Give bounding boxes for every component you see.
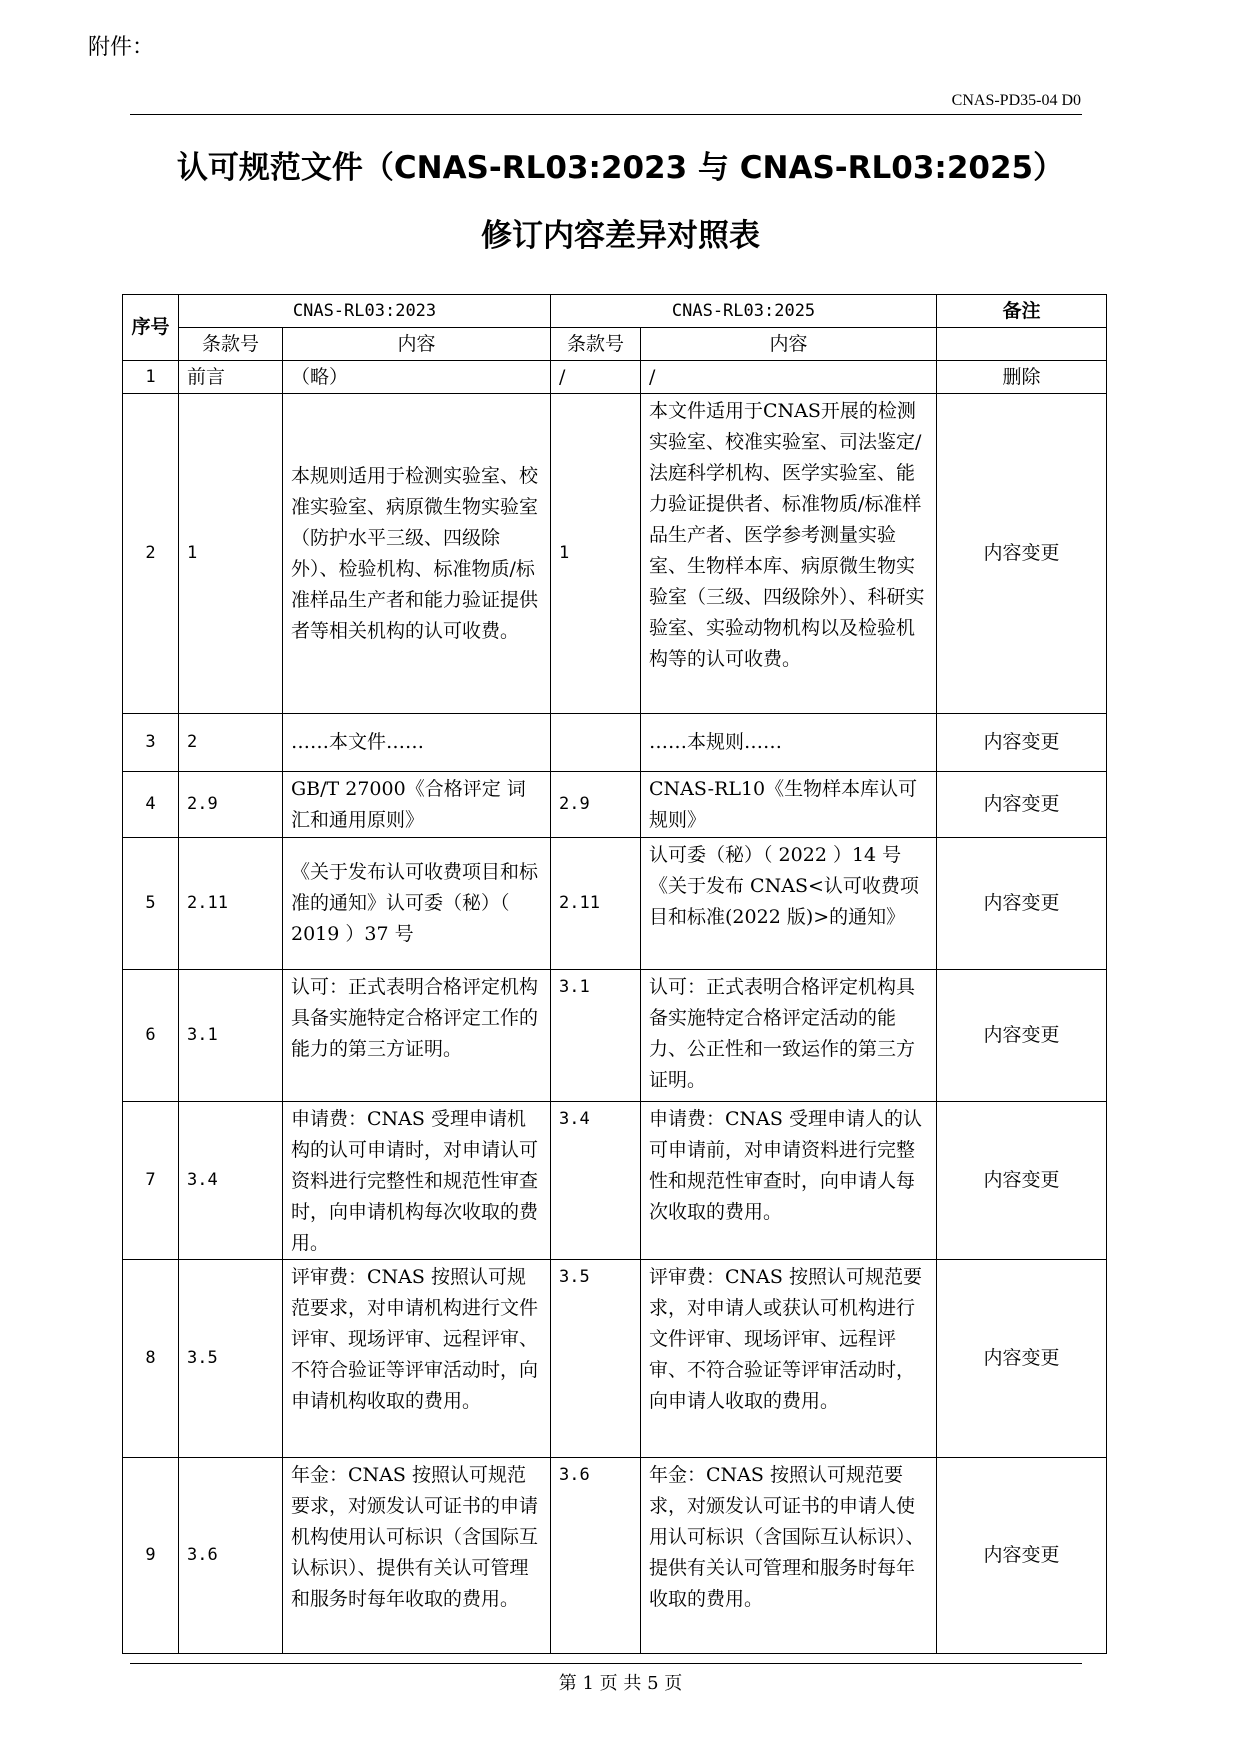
row-seq: 8	[123, 1260, 179, 1458]
row-old-content: 年金：CNAS 按照认可规范要求，对颁发认可证书的申请机构使用认可标识（含国际互认标识）、提供有关认可管理和服务时每年收取的费用。	[283, 1458, 551, 1654]
row-seq: 1	[123, 361, 179, 394]
header-old-clause: 条款号	[179, 328, 283, 361]
row-new-content: CNAS-RL10《生物样本库认可规则》	[641, 772, 937, 838]
header-new-content: 内容	[641, 328, 937, 361]
page-number: 第 1 页 共 5 页	[558, 1673, 683, 1694]
row-new-clause: 3.6	[551, 1458, 641, 1654]
header-row-2	[123, 328, 1107, 361]
row-old-content: 申请费：CNAS 受理申请机构的认可申请时，对申请认可资料进行完整性和规范性审查时，向申请机构每次收取的费用。	[283, 1102, 551, 1260]
row-old-content: ……本文件……	[283, 714, 551, 772]
row-new-content: 评审费：CNAS 按照认可规范要求，对申请人或获认可机构进行文件评审、现场评审、远程评审、不符合验证等评审活动时，向申请人收取的费用。	[641, 1260, 937, 1458]
row-new-clause: /	[551, 361, 641, 394]
table-row	[123, 714, 1107, 772]
row-old-clause: 2	[179, 714, 283, 772]
row-new-content: 认可：正式表明合格评定机构具备实施特定合格评定活动的能力、公正性和一致运作的第三方证明。	[641, 970, 937, 1102]
row-new-clause: 2.11	[551, 838, 641, 970]
header-old-doc: CNAS-RL03:2023	[179, 295, 551, 328]
header-new-clause: 条款号	[551, 328, 641, 361]
table-row	[123, 838, 1107, 970]
row-new-content: 申请费：CNAS 受理申请人的认可申请前，对申请资料进行完整性和规范性审查时，向申请人每次收取的费用。	[641, 1102, 937, 1260]
row-old-content: 本规则适用于检测实验室、校准实验室、病原微生物实验室（防护水平三级、四级除 外）、检验机构、标准物质/标准样品生产者和能力验证提供者等相关机构的认可收费。	[283, 394, 551, 714]
row-old-clause: 3.6	[179, 1458, 283, 1654]
row-new-content: ……本规则……	[641, 714, 937, 772]
row-new-content: 年金：CNAS 按照认可规范要求，对颁发认可证书的申请人使用认可标识（含国际互认标识）、提供有关认可管理和服务时每年收取的费用。	[641, 1458, 937, 1654]
row-old-content: （略）	[283, 361, 551, 394]
header-remark: 备注	[937, 295, 1107, 328]
table-row	[123, 361, 1107, 394]
row-old-content: 评审费：CNAS 按照认可规范要求，对申请机构进行文件评审、现场评审、远程评审、不符合验证等评审活动时，向申请机构收取的费用。	[283, 1260, 551, 1458]
row-seq: 3	[123, 714, 179, 772]
row-seq: 6	[123, 970, 179, 1102]
row-new-content: 本文件适用于CNAS开展的检测实验室、校准实验室、司法鉴定/法庭科学机构、医学实验室、能力验证提供者、标准物质/标准样品生产者、医学参考测量实验室、生物样本库、病原微生物实验室（三级、四级除外）、科研实验室、实验动物机构以及检验机构等的认可收费。	[641, 394, 937, 714]
row-old-content: 《关于发布认可收费项目和标准的通知》认可委（秘）（ 2019 ）37 号	[283, 838, 551, 970]
row-old-content: 认可：正式表明合格评定机构具备实施特定合格评定工作的能力的第三方证明。	[283, 970, 551, 1102]
row-seq: 5	[123, 838, 179, 970]
row-remark: 内容变更	[937, 1102, 1107, 1260]
row-remark: 内容变更	[937, 772, 1107, 838]
document-id: CNAS-PD35-04 D0	[951, 92, 1081, 109]
row-old-clause: 前言	[179, 361, 283, 394]
comparison-table	[122, 294, 1107, 1654]
table-row	[123, 1458, 1107, 1654]
row-new-clause: 2.9	[551, 772, 641, 838]
row-remark: 内容变更	[937, 970, 1107, 1102]
table-row	[123, 1102, 1107, 1260]
row-new-clause: 3.4	[551, 1102, 641, 1260]
row-old-clause: 3.1	[179, 970, 283, 1102]
row-old-clause: 1	[179, 394, 283, 714]
table-row	[123, 1260, 1107, 1458]
header-rule	[130, 114, 1082, 115]
row-new-clause: 3.1	[551, 970, 641, 1102]
row-old-clause: 2.11	[179, 838, 283, 970]
table-row	[123, 970, 1107, 1102]
footer-rule	[130, 1663, 1082, 1664]
header-seq: 序号	[123, 295, 179, 361]
document-title: 认可规范文件（CNAS-RL03:2023 与 CNAS-RL03:2025）	[176, 150, 1065, 186]
header-remark-empty	[937, 328, 1107, 361]
header-new-doc: CNAS-RL03:2025	[551, 295, 937, 328]
row-new-clause: 3.5	[551, 1260, 641, 1458]
row-old-clause: 2.9	[179, 772, 283, 838]
row-seq: 2	[123, 394, 179, 714]
document-subtitle: 修订内容差异对照表	[481, 218, 760, 254]
row-remark: 内容变更	[937, 838, 1107, 970]
row-new-clause: 1	[551, 394, 641, 714]
row-old-content: GB/T 27000《合格评定 词汇和通用原则》	[283, 772, 551, 838]
attachment-label: 附件：	[88, 35, 155, 60]
table-row	[123, 772, 1107, 838]
row-remark: 删除	[937, 361, 1107, 394]
row-old-clause: 3.5	[179, 1260, 283, 1458]
table-row	[123, 394, 1107, 714]
row-remark: 内容变更	[937, 1260, 1107, 1458]
header-row-1	[123, 295, 1107, 328]
row-old-clause: 3.4	[179, 1102, 283, 1260]
row-new-content: 认可委（秘）（ 2022 ）14 号《关于发布 CNAS<认可收费项目和标准(2022 版)>的通知》	[641, 838, 937, 970]
row-remark: 内容变更	[937, 394, 1107, 714]
row-remark: 内容变更	[937, 1458, 1107, 1654]
row-new-content: /	[641, 361, 937, 394]
row-seq: 4	[123, 772, 179, 838]
row-seq: 9	[123, 1458, 179, 1654]
row-new-clause	[551, 714, 641, 772]
header-old-content: 内容	[283, 328, 551, 361]
row-remark: 内容变更	[937, 714, 1107, 772]
row-seq: 7	[123, 1102, 179, 1260]
